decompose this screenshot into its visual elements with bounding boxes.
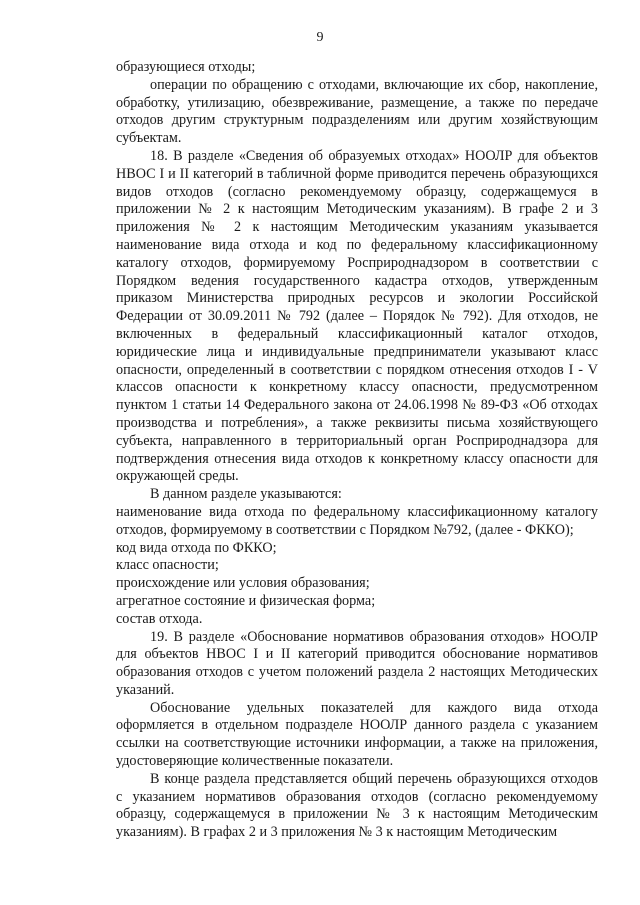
- paragraph: класс опасности;: [116, 557, 219, 574]
- paragraph: агрегатное состояние и физическая форма;: [116, 592, 376, 609]
- paragraph: Обоснование удельных показателей для каждого вида отхода оформляется в отдельном подразделе НООЛР данного раздела с указанием ссылки на соответствующие источники информации, а также на приложения, удостоверяющие количественные показатели.: [116, 699, 598, 770]
- paragraph: В данном разделе указываются:: [150, 486, 342, 503]
- page-number: 9: [316, 30, 324, 45]
- paragraph: код вида отхода по ФККО;: [116, 539, 277, 556]
- paragraph: наименование вида отхода по федеральному классификационному каталогу отходов, формируемому в соответствии с Порядком №792, (далее - ФККО);: [116, 503, 598, 538]
- paragraph: операции по обращению с отходами, включающие их сбор, накопление, обработку, утилизацию, обезвреживание, размещение, а также по передаче отходов другим структурным подразделениям или другим хозяйствующим субъектам.: [116, 76, 598, 147]
- paragraph: 18. В разделе «Сведения об образуемых отходах» НООЛР для объектов НВОС I и II категорий в табличной форме приводится перечень образующихся видов отходов (согласно рекомендуемому образцу, содержащемуся в приложении № 2 к настоящим Методическим указаниям). В графе 2 и 3 приложения № 2 к настоящим Методическим указаниям указывается наименование вида отхода и код по федеральному классификационному каталогу отходов, формируемому Росприроднадзором в соответствии с Порядком ведения государственного кадастра отходов, утвержденным приказом Министерства природных ресурсов и экологии Российской Федерации от 30.09.2011 № 792 (далее – Порядок № 792). Для отходов, не включенных в федеральный классификационный каталог отходов, юридические лица и индивидуальные предприниматели указывают класс опасности, определенный в соответствии с порядком отнесения отходов I - V классов опасности к конкретному классу опасности, предусмотренном пунктом 1 статьи 14 Федерального закона от 24.06.1998 № 89-ФЗ «Об отходах производства и потребления», а также реквизиты письма хозяйствующего субъекта, направленного в территориальный орган Росприроднадзора для подтверждения отнесения вида отходов к конкретному классу опасности для окружающей среды.: [116, 147, 598, 485]
- paragraph: происхождение или условия образования;: [116, 575, 370, 592]
- paragraph: 19. В разделе «Обоснование нормативов образования отходов» НООЛР для объектов НВОС I и II категорий приводится обоснование нормативов образования отходов с учетом положений раздела 2 настоящих Методических указаний.: [116, 628, 598, 698]
- paragraph: образующиеся отходы;: [116, 59, 256, 75]
- document-body: [116, 59, 598, 842]
- paragraph: состав отхода.: [116, 610, 203, 627]
- paragraph: В конце раздела представляется общий перечень образующихся отходов с указанием нормативов образования отходов (согласно рекомендуемому образцу, содержащемуся в приложении № 3 к настоящим Методическим указаниям). В графах 2 и 3 приложения № 3 к настоящим Методическим: [116, 770, 598, 841]
